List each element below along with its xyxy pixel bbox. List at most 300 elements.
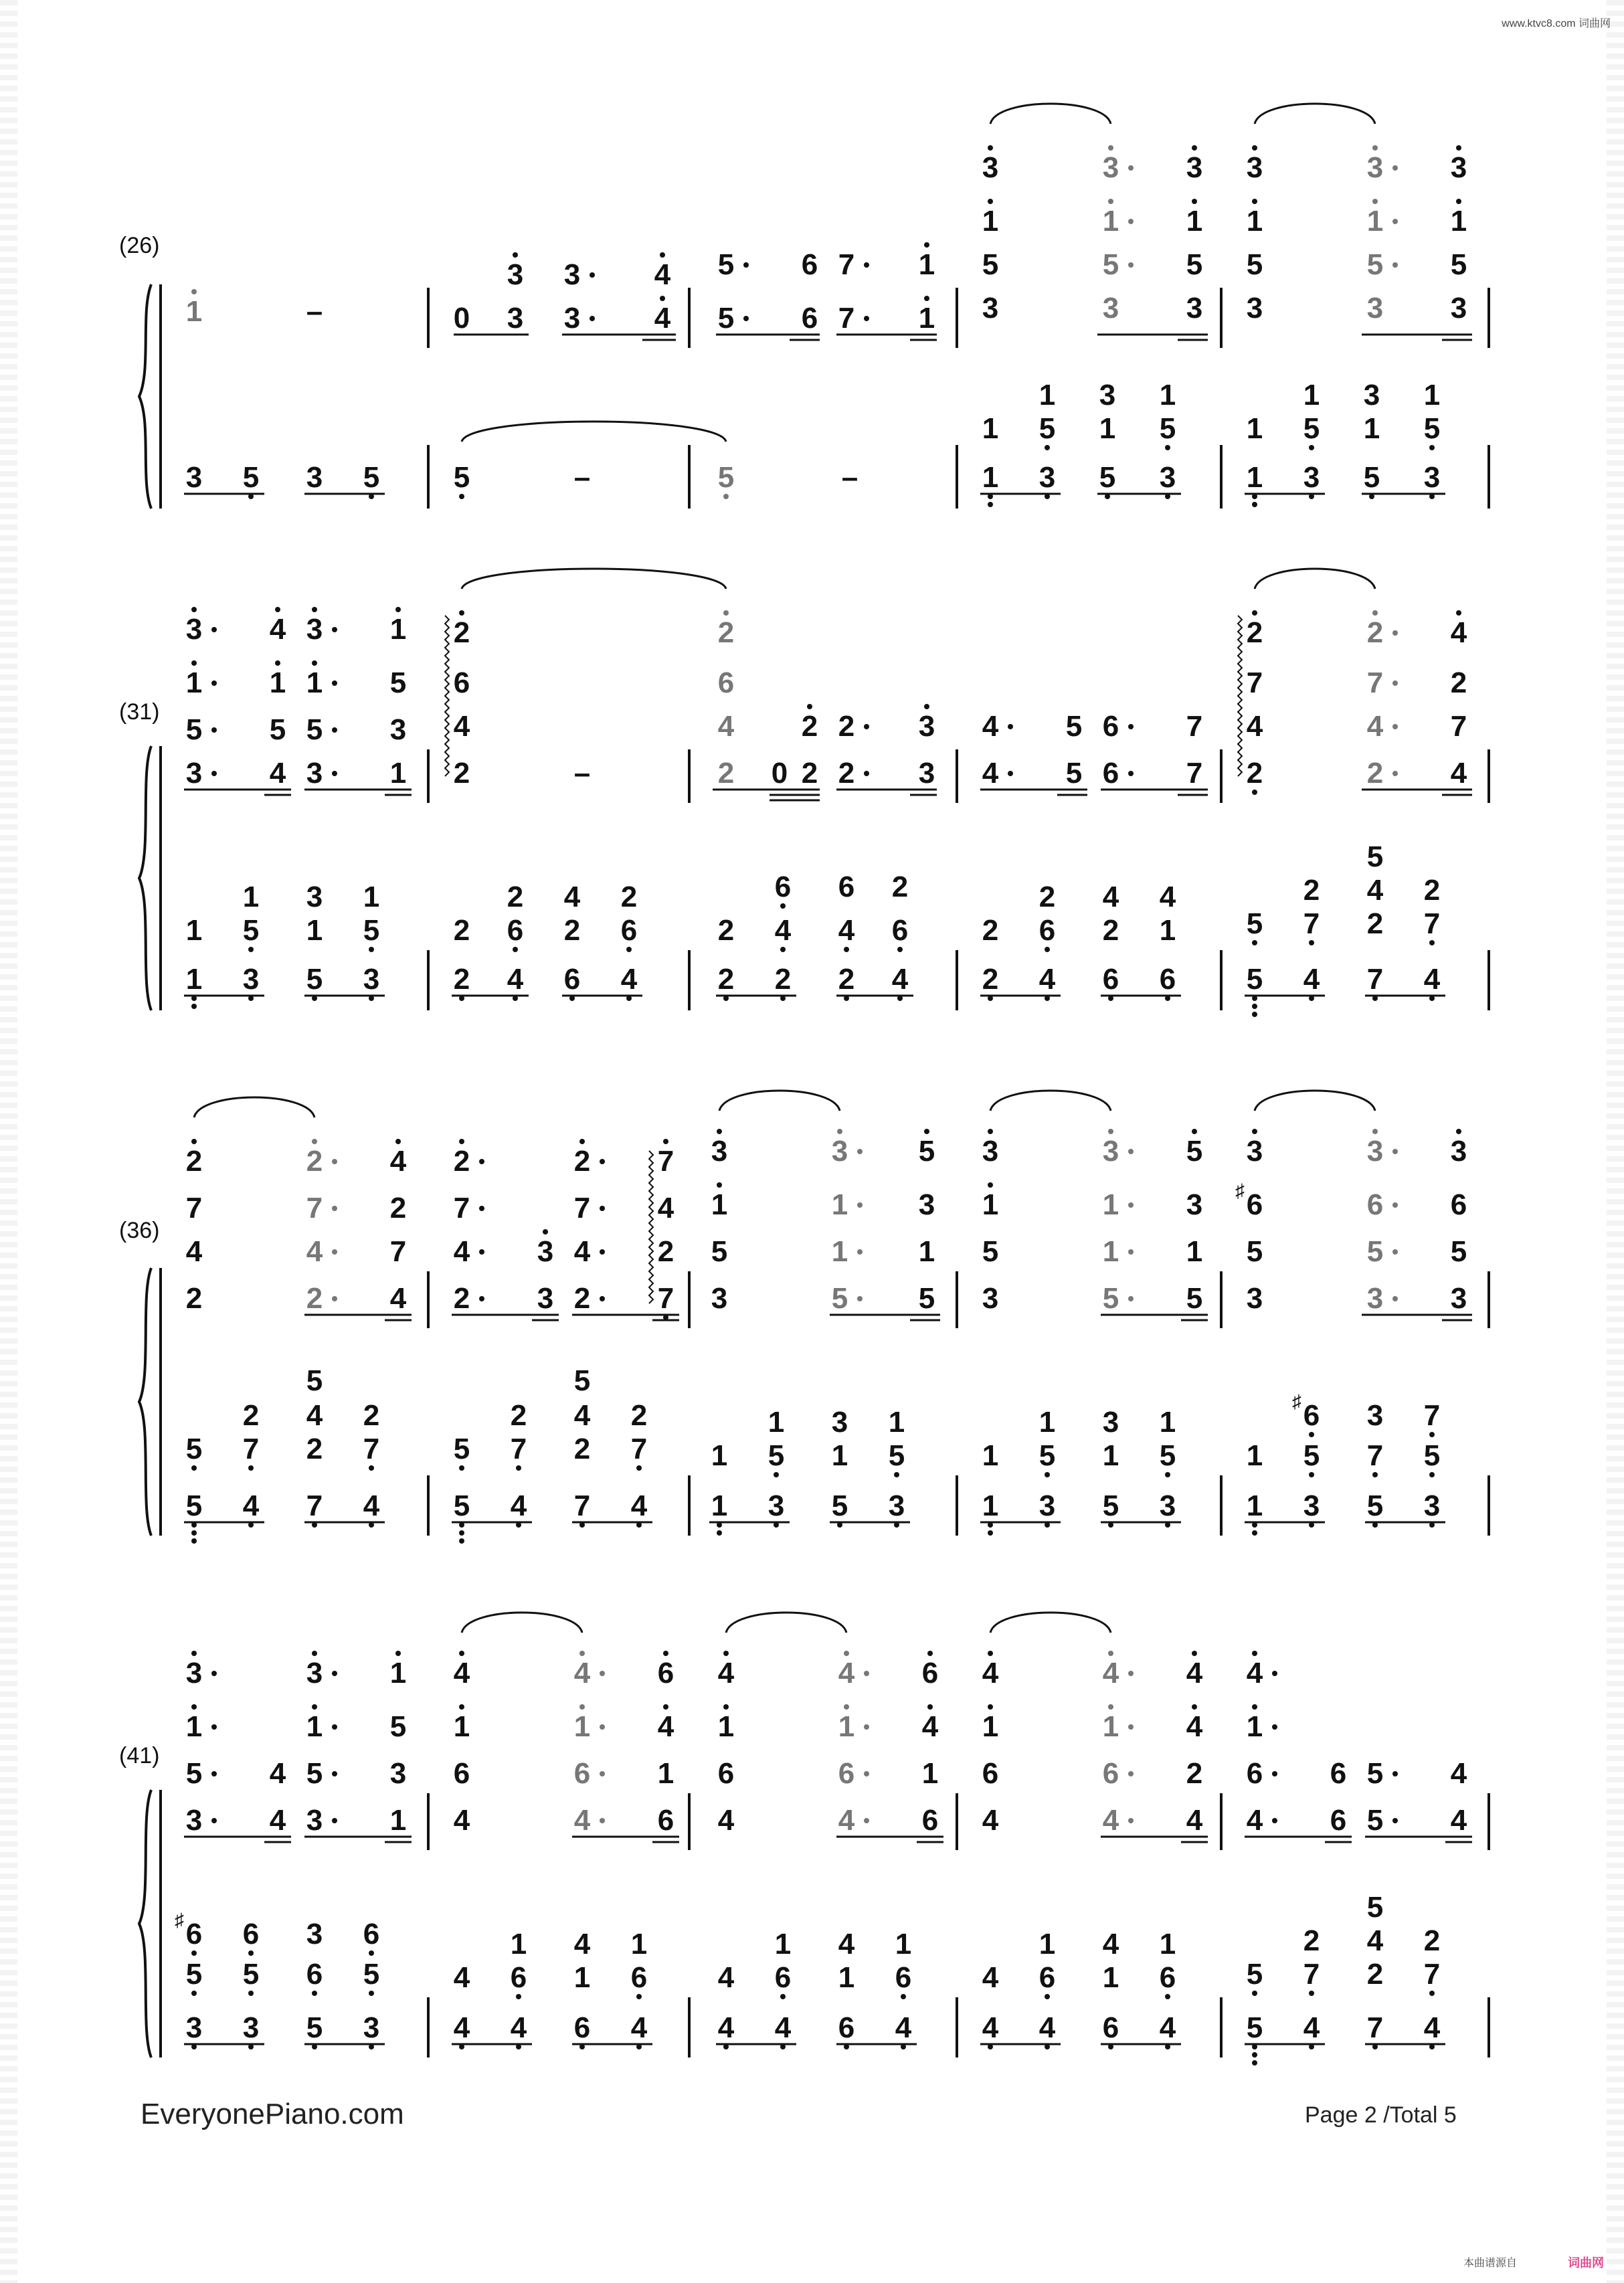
note: 4 <box>921 1710 939 1743</box>
octave-dot <box>600 1249 605 1255</box>
note: 7 <box>1366 2011 1384 2044</box>
note: 6 <box>1039 1961 1056 1994</box>
octave-dot <box>459 1465 464 1471</box>
note: 6 <box>620 914 638 947</box>
octave-dot <box>837 1129 842 1134</box>
note: 7 <box>1303 1958 1320 1991</box>
note: 4 <box>1039 963 1056 996</box>
octave-dot <box>1252 502 1257 507</box>
note: 4 <box>453 2011 470 2044</box>
slur <box>990 104 1111 124</box>
octave-dot <box>663 1704 668 1710</box>
note: 5 <box>1186 248 1203 281</box>
octave-dot <box>636 1465 642 1471</box>
note: 3 <box>711 1282 728 1315</box>
note: 5 <box>185 713 203 746</box>
octave-dot <box>211 1818 217 1823</box>
note: 1 <box>657 1757 674 1790</box>
note: 4 <box>1186 1804 1203 1837</box>
octave-dot <box>844 1704 849 1710</box>
octave-dot <box>1008 771 1013 776</box>
octave-dot <box>459 1139 464 1144</box>
note: 6 <box>363 1918 380 1950</box>
note: 7 <box>838 302 855 335</box>
note: 4 <box>620 963 638 996</box>
note: 4 <box>1246 1657 1263 1690</box>
note: 2 <box>717 757 735 790</box>
note: 1 <box>363 881 380 913</box>
note: 7 <box>1186 757 1203 790</box>
octave-dot <box>369 1950 374 1956</box>
note: 5 <box>918 1282 935 1315</box>
note: 2 <box>573 1433 591 1465</box>
note: 1 <box>1039 1928 1056 1960</box>
note: 1 <box>1363 412 1380 445</box>
octave-dot <box>1165 445 1170 450</box>
grand-staff-brace <box>139 746 151 1010</box>
note: 0 <box>771 757 788 790</box>
note: 1 <box>918 302 935 335</box>
octave-dot <box>1128 1818 1134 1823</box>
note: 5 <box>1039 1439 1056 1472</box>
note: 3 <box>982 1282 999 1315</box>
footer-site: EveryonePiano.com <box>141 2098 404 2130</box>
note: 7 <box>1423 907 1441 940</box>
note: 1 <box>389 757 407 790</box>
octave-dot <box>1045 1472 1050 1477</box>
dash: – <box>841 461 859 494</box>
note: 1 <box>711 1489 728 1522</box>
note: 4 <box>363 1489 380 1522</box>
note: 2 <box>717 963 735 996</box>
footer-logo: 词曲网 <box>1568 2256 1604 2270</box>
octave-dot <box>1252 199 1257 204</box>
octave-dot <box>864 262 869 268</box>
note: 1 <box>1102 1439 1119 1472</box>
octave-dot <box>660 296 665 301</box>
octave-dot <box>579 1704 585 1710</box>
note: 5 <box>1450 1235 1467 1268</box>
octave-dot <box>1392 630 1398 636</box>
note: 3 <box>242 963 260 996</box>
note: 4 <box>630 2011 648 2044</box>
note: 1 <box>185 295 203 328</box>
note: 1 <box>1039 1406 1056 1439</box>
note: 4 <box>982 710 999 743</box>
octave-dot <box>857 1202 863 1208</box>
note: 3 <box>1366 151 1384 184</box>
note: 2 <box>1186 1757 1203 1790</box>
note: 3 <box>185 757 203 790</box>
note: 5 <box>831 1282 848 1315</box>
note: 2 <box>363 1399 380 1432</box>
octave-dot <box>1429 940 1435 945</box>
note: 6 <box>717 1757 735 1790</box>
octave-dot <box>191 1651 197 1656</box>
note: 3 <box>918 1188 935 1221</box>
note: 6 <box>921 1804 939 1837</box>
note: 4 <box>573 1399 591 1432</box>
note: 1 <box>1246 1439 1263 1472</box>
slur <box>1255 569 1375 589</box>
octave-dot <box>1272 1671 1277 1676</box>
note: 3 <box>982 151 999 184</box>
octave-dot <box>248 1465 254 1471</box>
octave-dot <box>1392 1249 1398 1255</box>
note: 3 <box>185 461 203 494</box>
octave-dot <box>211 1724 217 1730</box>
note: 6 <box>1366 1188 1384 1221</box>
note: 1 <box>306 1710 323 1743</box>
octave-dot <box>723 1704 729 1710</box>
note: 2 <box>242 1399 260 1432</box>
note: 6 <box>507 914 524 947</box>
note: 6 <box>1102 710 1119 743</box>
note: 3 <box>1423 461 1441 494</box>
note: 4 <box>657 1710 674 1743</box>
note: 4 <box>242 1489 260 1522</box>
note: 6 <box>801 248 818 281</box>
note: 4 <box>982 2011 999 2044</box>
slur <box>990 1091 1111 1111</box>
note: 5 <box>363 1958 380 1991</box>
note: 5 <box>242 461 260 494</box>
note: 1 <box>1246 205 1263 238</box>
note: 5 <box>1246 907 1263 940</box>
note: 3 <box>1366 292 1384 325</box>
note: 4 <box>453 1961 470 1994</box>
octave-dot <box>516 1465 521 1471</box>
note: 6 <box>453 1757 470 1790</box>
octave-dot <box>332 1724 337 1730</box>
octave-dot <box>275 660 280 666</box>
note: 1 <box>1102 1710 1119 1743</box>
note: 5 <box>1186 1135 1203 1168</box>
octave-dot <box>191 607 197 612</box>
note: 3 <box>389 1757 407 1790</box>
note: 6 <box>801 302 818 335</box>
note: 2 <box>306 1282 323 1315</box>
note: 6 <box>242 1918 260 1950</box>
note: 1 <box>711 1188 728 1221</box>
note: 6 <box>838 1757 855 1790</box>
note: 1 <box>831 1439 848 1472</box>
octave-dot <box>1392 165 1398 171</box>
octave-dot <box>1128 1771 1134 1776</box>
octave-dot <box>864 1724 869 1730</box>
note: 6 <box>1159 963 1176 996</box>
note: 4 <box>838 1804 855 1837</box>
octave-dot <box>459 494 464 499</box>
note: 4 <box>510 1489 527 1522</box>
note: 3 <box>1303 1489 1320 1522</box>
grand-staff-brace <box>139 1790 151 2058</box>
octave-dot <box>1429 1991 1435 1996</box>
octave-dot <box>857 1296 863 1301</box>
octave-dot <box>543 1229 548 1235</box>
note: 1 <box>895 1928 912 1960</box>
note: 3 <box>306 1804 323 1837</box>
octave-dot <box>479 1206 484 1211</box>
note: 6 <box>1102 963 1119 996</box>
measure-number: (31) <box>119 699 160 725</box>
note: 6 <box>895 1961 912 1994</box>
note: 5 <box>768 1439 785 1472</box>
octave-dot <box>1272 1818 1277 1823</box>
note: 2 <box>838 963 855 996</box>
octave-dot <box>600 1296 605 1301</box>
measure-number: (36) <box>119 1218 160 1243</box>
note: 4 <box>630 1489 648 1522</box>
note: 3 <box>363 2011 380 2044</box>
note: 7 <box>1450 710 1467 743</box>
note: 1 <box>1246 1489 1263 1522</box>
note: 1 <box>1102 1188 1119 1221</box>
measure-number: (26) <box>119 233 160 258</box>
octave-dot <box>459 1651 464 1656</box>
note: 1 <box>921 1757 939 1790</box>
note: 5 <box>1102 248 1119 281</box>
octave-dot <box>1429 1472 1435 1477</box>
note: 5 <box>982 1235 999 1268</box>
octave-dot <box>479 1159 484 1164</box>
note: 2 <box>1423 874 1441 907</box>
note: 3 <box>563 258 581 291</box>
octave-dot <box>579 1139 585 1144</box>
note: 4 <box>185 1235 203 1268</box>
note: 4 <box>510 2011 527 2044</box>
note: 2 <box>801 757 818 790</box>
note: 3 <box>1450 1282 1467 1315</box>
note: 5 <box>1246 963 1263 996</box>
note: 6 <box>891 914 909 947</box>
note: 1 <box>1099 412 1116 445</box>
note: 7 <box>306 1489 323 1522</box>
slur <box>990 1613 1111 1633</box>
note: 5 <box>1303 1439 1320 1472</box>
octave-dot <box>1309 1472 1314 1477</box>
octave-dot <box>1165 1472 1170 1477</box>
octave-dot <box>1252 2060 1257 2066</box>
octave-dot <box>332 627 337 632</box>
note: 5 <box>306 1757 323 1790</box>
note: 1 <box>1159 1406 1176 1439</box>
octave-dot <box>211 771 217 776</box>
note: 2 <box>838 757 855 790</box>
note: 4 <box>891 963 909 996</box>
note: 3 <box>1186 151 1203 184</box>
note: 5 <box>453 1489 470 1522</box>
octave-dot <box>600 1771 605 1776</box>
octave-dot <box>191 289 197 294</box>
octave-dot <box>1252 1004 1257 1009</box>
octave-dot <box>1392 1296 1398 1301</box>
note: 3 <box>831 1135 848 1168</box>
octave-dot <box>312 660 317 666</box>
slur <box>462 422 726 442</box>
note: 1 <box>717 1710 735 1743</box>
slur <box>726 1613 846 1633</box>
note: 2 <box>453 914 470 947</box>
note: 5 <box>185 1433 203 1465</box>
note: 5 <box>363 914 380 947</box>
arpeggio-mark <box>1238 616 1242 776</box>
octave-dot <box>774 1472 779 1477</box>
note: 1 <box>242 881 260 913</box>
note: 5 <box>1366 1891 1384 1924</box>
sharp-sign: ♯ <box>1235 1180 1245 1201</box>
note: 1 <box>982 1439 999 1472</box>
dash: – <box>306 295 323 328</box>
octave-dot <box>312 607 317 612</box>
note: 5 <box>1246 1235 1263 1268</box>
note: 1 <box>982 1188 999 1221</box>
note: 4 <box>269 757 286 790</box>
note: 4 <box>573 1804 591 1837</box>
octave-dot <box>332 1296 337 1301</box>
note: 2 <box>185 1282 203 1315</box>
note: 3 <box>1159 1489 1176 1522</box>
note: 5 <box>306 713 323 746</box>
octave-dot <box>516 1994 521 1999</box>
octave-dot <box>1252 610 1257 616</box>
octave-dot <box>1128 1296 1134 1301</box>
note: 1 <box>1102 1961 1119 1994</box>
note: 4 <box>1450 1757 1467 1790</box>
note: 7 <box>1366 963 1384 996</box>
note: 3 <box>888 1489 905 1522</box>
note: 7 <box>630 1433 648 1465</box>
note: 2 <box>573 1282 591 1315</box>
octave-dot <box>513 947 518 952</box>
note: 2 <box>982 963 999 996</box>
note: 5 <box>1246 2011 1263 2044</box>
note: 4 <box>1186 1710 1203 1743</box>
note: 4 <box>838 1928 855 1960</box>
note: 3 <box>537 1235 554 1268</box>
note: 2 <box>630 1399 648 1432</box>
note: 6 <box>657 1657 674 1690</box>
note: 1 <box>573 1961 591 1994</box>
note: 5 <box>711 1235 728 1268</box>
note: 7 <box>1423 1958 1441 1991</box>
octave-dot <box>191 1465 197 1471</box>
octave-dot <box>1252 1651 1257 1656</box>
octave-dot <box>332 1771 337 1776</box>
note: 5 <box>269 713 286 746</box>
note: 6 <box>1330 1757 1347 1790</box>
note: 6 <box>1159 1961 1176 1994</box>
octave-dot <box>1252 1530 1257 1536</box>
octave-dot <box>636 1994 642 1999</box>
octave-dot <box>275 607 280 612</box>
note: 5 <box>918 1135 935 1168</box>
octave-dot <box>395 607 401 612</box>
slur <box>194 1097 314 1117</box>
note: 6 <box>1102 1757 1119 1790</box>
octave-dot <box>1392 219 1398 224</box>
octave-dot <box>600 1671 605 1676</box>
note: 5 <box>1423 1439 1441 1472</box>
note: 5 <box>242 914 260 947</box>
octave-dot <box>743 316 749 321</box>
slur <box>1255 1091 1375 1111</box>
octave-dot <box>1372 1129 1378 1134</box>
note: 4 <box>389 1282 407 1315</box>
note: 3 <box>1102 1406 1119 1439</box>
octave-dot <box>864 771 869 776</box>
octave-dot <box>864 1818 869 1823</box>
note: 2 <box>510 1399 527 1432</box>
note: 1 <box>1159 1928 1176 1960</box>
note: 6 <box>838 2011 855 2044</box>
note: 2 <box>453 616 470 649</box>
note: 1 <box>185 914 203 947</box>
octave-dot <box>1128 724 1134 729</box>
note: 1 <box>838 1961 855 1994</box>
sharp-sign: ♯ <box>1292 1391 1301 1412</box>
note: 3 <box>507 258 524 291</box>
octave-dot <box>590 272 595 278</box>
note: 2 <box>1246 616 1263 649</box>
note: 1 <box>838 1710 855 1743</box>
note: 5 <box>453 461 470 494</box>
note: 4 <box>1450 1804 1467 1837</box>
octave-dot <box>332 771 337 776</box>
note: 1 <box>453 1710 470 1743</box>
note: 3 <box>1039 1489 1056 1522</box>
note: 4 <box>1423 2011 1441 2044</box>
octave-dot <box>1456 1129 1461 1134</box>
note: 2 <box>1039 881 1056 913</box>
octave-dot <box>600 1159 605 1164</box>
note: 2 <box>306 1433 323 1465</box>
octave-dot <box>1128 1202 1134 1208</box>
octave-dot <box>248 1950 254 1956</box>
octave-dot <box>1192 1129 1197 1134</box>
octave-dot <box>1429 445 1435 450</box>
octave-dot <box>988 1530 993 1536</box>
note: 6 <box>657 1804 674 1837</box>
note: 3 <box>1363 379 1380 412</box>
note: 1 <box>389 1657 407 1690</box>
note: 5 <box>1363 461 1380 494</box>
note: 1 <box>831 1235 848 1268</box>
note: 3 <box>306 613 323 646</box>
octave-dot <box>1108 1129 1113 1134</box>
octave-dot <box>1192 145 1197 151</box>
note: 7 <box>1303 907 1320 940</box>
octave-dot <box>1252 1129 1257 1134</box>
note: 1 <box>1102 1235 1119 1268</box>
octave-dot <box>369 1465 374 1471</box>
octave-dot <box>1429 1432 1435 1437</box>
note: 4 <box>1246 710 1263 743</box>
octave-dot <box>1165 1994 1170 1999</box>
note: 5 <box>185 1489 203 1522</box>
note: 4 <box>573 1657 591 1690</box>
octave-dot <box>780 1994 786 1999</box>
note: 4 <box>982 757 999 790</box>
note: 2 <box>1366 1958 1384 1991</box>
note: 4 <box>389 1145 407 1178</box>
octave-dot <box>1045 445 1050 450</box>
note: 2 <box>982 914 999 947</box>
slur <box>1255 104 1375 124</box>
note: 5 <box>1246 1958 1263 1991</box>
note: 4 <box>507 963 524 996</box>
note: 4 <box>982 1961 999 1994</box>
